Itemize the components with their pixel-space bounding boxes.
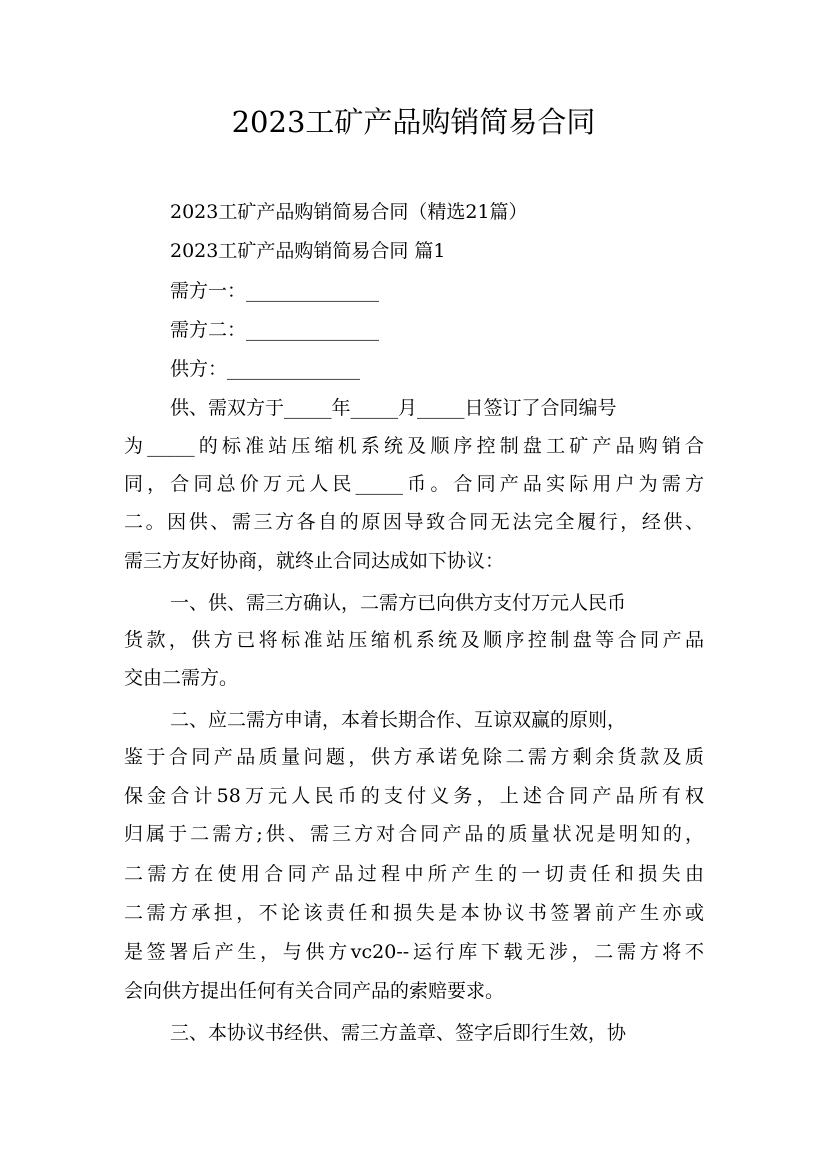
document-title: 2023工矿产品购销简易合同 — [231, 105, 596, 139]
paragraph-line: 交由二需方。 — [124, 667, 239, 689]
paragraph-line: 鉴于合同产品质量问题，供方承诺免除二需方剩余货款及质 — [124, 746, 704, 768]
paragraph-line: 保金合计58万元人民币的支付义务，上述合同产品所有权 — [124, 785, 704, 807]
paragraph-line: 二、应二需方申请，本着长期合作、互谅双赢的原则， — [170, 709, 627, 731]
paragraph-line: 一、供、需三方确认，二需方已向供方支付万元人民币 — [170, 592, 627, 614]
paragraph-line: 二需方承担，不论该责任和损失是本协议书签署前产生亦或 — [124, 902, 704, 924]
buyer-two-field-line: 需方二：______________ — [170, 319, 380, 341]
supplier-field-line: 供方：______________ — [170, 358, 361, 380]
paragraph-line: 会向供方提出任何有关合同产品的索赔要求。 — [124, 980, 505, 1002]
doc-subtitle-line: 2023工矿产品购销简易合同（精选21篇） — [170, 201, 528, 223]
paragraph-line: 需三方友好协商，就终止合同达成如下协议： — [124, 550, 505, 572]
paragraph-line: 二。因供、需三方各自的原因导致合同无法完全履行，经供、 — [124, 511, 704, 533]
paragraph-line: 二需方在使用合同产品过程中所产生的一切责任和损失由 — [124, 863, 704, 885]
paragraph-line: 同，合同总价万元人民_____币。合同产品实际用户为需方 — [124, 473, 704, 495]
paragraph-line: 是签署后产生，与供方vc20--运行库下载无涉，二需方将不 — [124, 941, 704, 963]
paragraph-line: 货款，供方已将标准站压缩机系统及顺序控制盘等合同产品 — [124, 629, 704, 651]
buyer-one-field-line: 需方一：______________ — [170, 280, 380, 302]
paragraph-line: 三、本协议书经供、需三方盖章、签字后即行生效，协 — [170, 1022, 627, 1044]
paragraph-line: 归属于二需方;供、需三方对合同产品的质量状况是明知的， — [124, 823, 704, 845]
paragraph-line: 为_____的标准站压缩机系统及顺序控制盘工矿产品购销合 — [124, 435, 704, 457]
paragraph-line: 供、需双方于_____年_____月_____日签订了合同编号 — [170, 397, 617, 419]
section-heading-line: 2023工矿产品购销简易合同 篇1 — [170, 240, 446, 262]
